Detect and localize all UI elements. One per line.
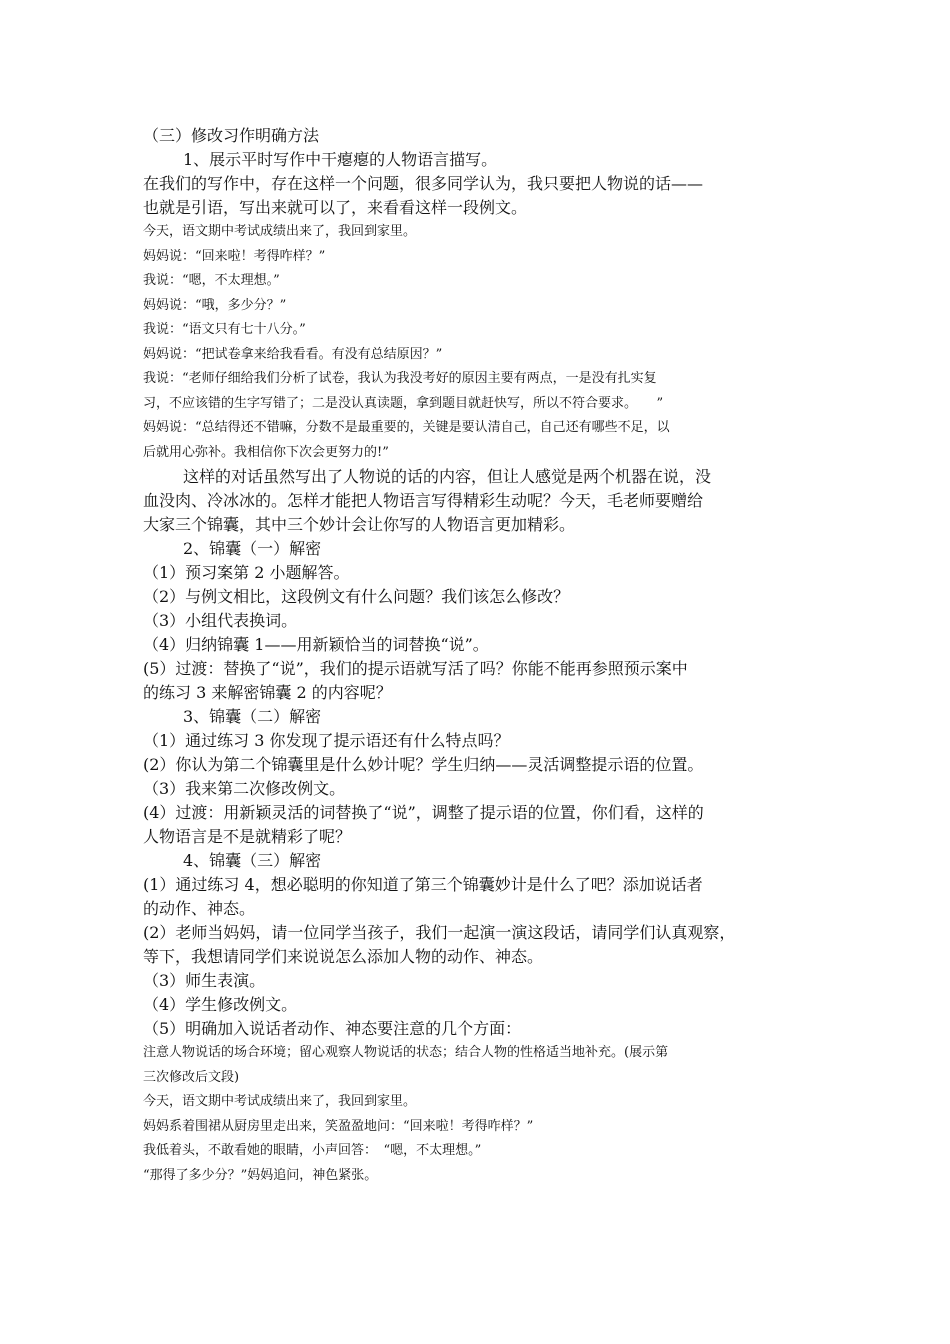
text-line: 我说：“老师仔细给我们分析了试卷，我认为我没考好的原因主要有两点，一是没有扎实复 xyxy=(143,371,657,386)
text-line: 妈妈说：“总结得还不错嘛，分数不是最重要的，关键是要认清自己，自己还有哪些不足，以 xyxy=(143,420,670,435)
text-line: 大家三个锦囊，其中三个妙计会让你写的人物语言更加精彩。 xyxy=(143,515,576,534)
text-line: 我说：“语文只有七十八分。” xyxy=(143,322,306,337)
text-line: （1）预习案第 2 小题解答。 xyxy=(143,563,350,582)
text-line: （三）修改习作明确方法 xyxy=(143,126,320,145)
text-line: 注意人物说话的场合环境；留心观察人物说话的状态；结合人物的性格适当地补充。(展示第 xyxy=(143,1045,669,1060)
text-line: （4）归纳锦囊 1——用新颖恰当的词替换“说”。 xyxy=(143,635,489,654)
text-line: 习，不应该错的生字写错了；二是没认真读题，拿到题目就赶快写，所以不符合要求。 ” xyxy=(143,395,664,411)
text-line: 等下，我想请同学们来说说怎么添加人物的动作、神态。 xyxy=(143,947,544,966)
text-line: 妈妈说：“把试卷拿来给我看看。有没有总结原因？” xyxy=(143,346,443,362)
text-line: 也就是引语，写出来就可以了，来看看这样一段例文。 xyxy=(143,198,528,217)
text-line: 后就用心弥补。我相信你下次会更努力的!” xyxy=(143,444,389,460)
text-line: （3）小组代表换词。 xyxy=(143,611,298,630)
text-line: 这样的对话虽然写出了人物说的话的内容，但让人感觉是两个机器在说，没 xyxy=(183,467,712,486)
text-line: 妈妈系着围裙从厨房里走出来，笑盈盈地问：“回来啦！考得咋样？” xyxy=(143,1118,534,1134)
text-line: (5）过渡：替换了“说”，我们的提示语就写活了吗？你能不能再参照预示案中 xyxy=(143,659,688,678)
text-line: 三次修改后文段) xyxy=(143,1069,240,1085)
text-line: 的练习 3 来解密锦囊 2 的内容呢？ xyxy=(143,683,392,702)
text-line: “那得了多少分？”妈妈追问，神色紧张。 xyxy=(143,1167,378,1183)
text-line: （1）通过练习 3 你发现了提示语还有什么特点吗？ xyxy=(143,731,510,750)
text-line: 1、展示平时写作中干瘪瘪的人物语言描写。 xyxy=(183,150,498,169)
text-line: （3）我来第二次修改例文。 xyxy=(143,779,346,798)
text-line: 的动作、神态。 xyxy=(143,899,256,918)
text-line: 人物语言是不是就精彩了呢？ xyxy=(143,827,352,846)
text-line: 3、锦囊（二）解密 xyxy=(183,707,322,726)
text-line: 妈妈说：“回来啦！考得咋样？” xyxy=(143,248,326,264)
document-body xyxy=(143,124,811,1188)
text-line: 2、锦囊（一）解密 xyxy=(183,539,322,558)
text-line: 我低着头，不敢看她的眼睛，小声回答： “嗯，不太理想。” xyxy=(143,1143,482,1158)
text-line: 今天，语文期中考试成绩出来了，我回到家里。 xyxy=(143,224,417,239)
text-line: （5）明确加入说话者动作、神态要注意的几个方面： xyxy=(143,1019,522,1038)
text-line: 妈妈说：“哦，多少分？” xyxy=(143,297,287,313)
text-line: (1）通过练习 4，想必聪明的你知道了第三个锦囊妙计是什么了吧？添加说话者 xyxy=(143,875,703,894)
text-line: (2）你认为第二个锦囊里是什么妙计呢？学生归纳——灵活调整提示语的位置。 xyxy=(143,755,704,774)
text-line: 4、锦囊（三）解密 xyxy=(183,851,322,870)
text-line: (4）过渡：用新颖灵活的词替换了“说”，调整了提示语的位置，你们看，这样的 xyxy=(143,803,704,822)
text-line: 我说：“嗯，不太理想。” xyxy=(143,273,280,288)
text-line: （3）师生表演。 xyxy=(143,971,266,990)
text-line: (2）老师当妈妈，请一位同学当孩子，我们一起演一演这段话，请同学们认真观察， xyxy=(143,923,736,942)
text-line: 今天，语文期中考试成绩出来了，我回到家里。 xyxy=(143,1094,417,1109)
text-line: （2）与例文相比，这段例文有什么问题？我们该怎么修改？ xyxy=(143,587,570,606)
text-line: （4）学生修改例文。 xyxy=(143,995,298,1014)
text-line: 在我们的写作中，存在这样一个问题，很多同学认为，我只要把人物说的话—— xyxy=(143,174,704,193)
text-line: 血没肉、冷冰冰的。怎样才能把人物语言写得精彩生动呢？今天，毛老师要赠给 xyxy=(143,491,704,510)
